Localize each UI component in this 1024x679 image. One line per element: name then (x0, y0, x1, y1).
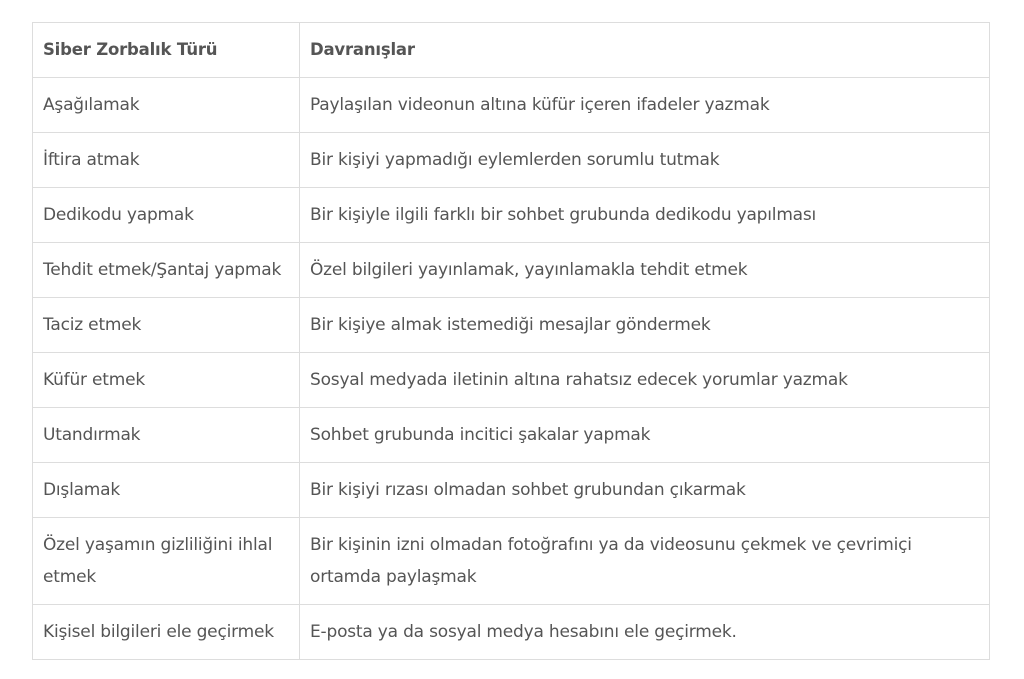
cell-type: Özel yaşamın gizliliğini ihlal etmek (33, 518, 300, 605)
cell-type: Kişisel bilgileri ele geçirmek (33, 605, 300, 660)
cell-behavior: E-posta ya da sosyal medya hesabını ele geçirmek. (300, 605, 990, 660)
table-row (33, 408, 990, 463)
cell-type: Taciz etmek (33, 298, 300, 353)
table-row (33, 298, 990, 353)
header-behaviors: Davranışlar (300, 23, 990, 78)
table-row (33, 188, 990, 243)
table-row (33, 78, 990, 133)
cell-type: Utandırmak (33, 408, 300, 463)
cell-behavior: Sosyal medyada iletinin altına rahatsız edecek yorumlar yazmak (300, 353, 990, 408)
cell-behavior: Bir kişinin izni olmadan fotoğrafını ya da videosunu çekmek ve çevrimiçi ortamda paylaşmak (300, 518, 990, 605)
cell-behavior: Bir kişiyi rızası olmadan sohbet grubundan çıkarmak (300, 463, 990, 518)
table-container (32, 22, 989, 660)
cell-behavior: Özel bilgileri yayınlamak, yayınlamakla tehdit etmek (300, 243, 990, 298)
table-header-row (33, 23, 990, 78)
cell-type: Dedikodu yapmak (33, 188, 300, 243)
table-row (33, 518, 990, 605)
table-row (33, 463, 990, 518)
cell-type: İftira atmak (33, 133, 300, 188)
cell-type: Küfür etmek (33, 353, 300, 408)
cyberbullying-table (32, 22, 990, 660)
cell-behavior: Bir kişiyi yapmadığı eylemlerden sorumlu tutmak (300, 133, 990, 188)
table-row (33, 353, 990, 408)
table-row (33, 605, 990, 660)
cell-type: Aşağılamak (33, 78, 300, 133)
cell-behavior: Paylaşılan videonun altına küfür içeren ifadeler yazmak (300, 78, 990, 133)
cell-type: Dışlamak (33, 463, 300, 518)
table-row (33, 133, 990, 188)
cell-behavior: Bir kişiye almak istemediği mesajlar göndermek (300, 298, 990, 353)
cell-behavior: Sohbet grubunda incitici şakalar yapmak (300, 408, 990, 463)
header-type: Siber Zorbalık Türü (33, 23, 300, 78)
cell-type: Tehdit etmek/Şantaj yapmak (33, 243, 300, 298)
table-row (33, 243, 990, 298)
cell-behavior: Bir kişiyle ilgili farklı bir sohbet grubunda dedikodu yapılması (300, 188, 990, 243)
